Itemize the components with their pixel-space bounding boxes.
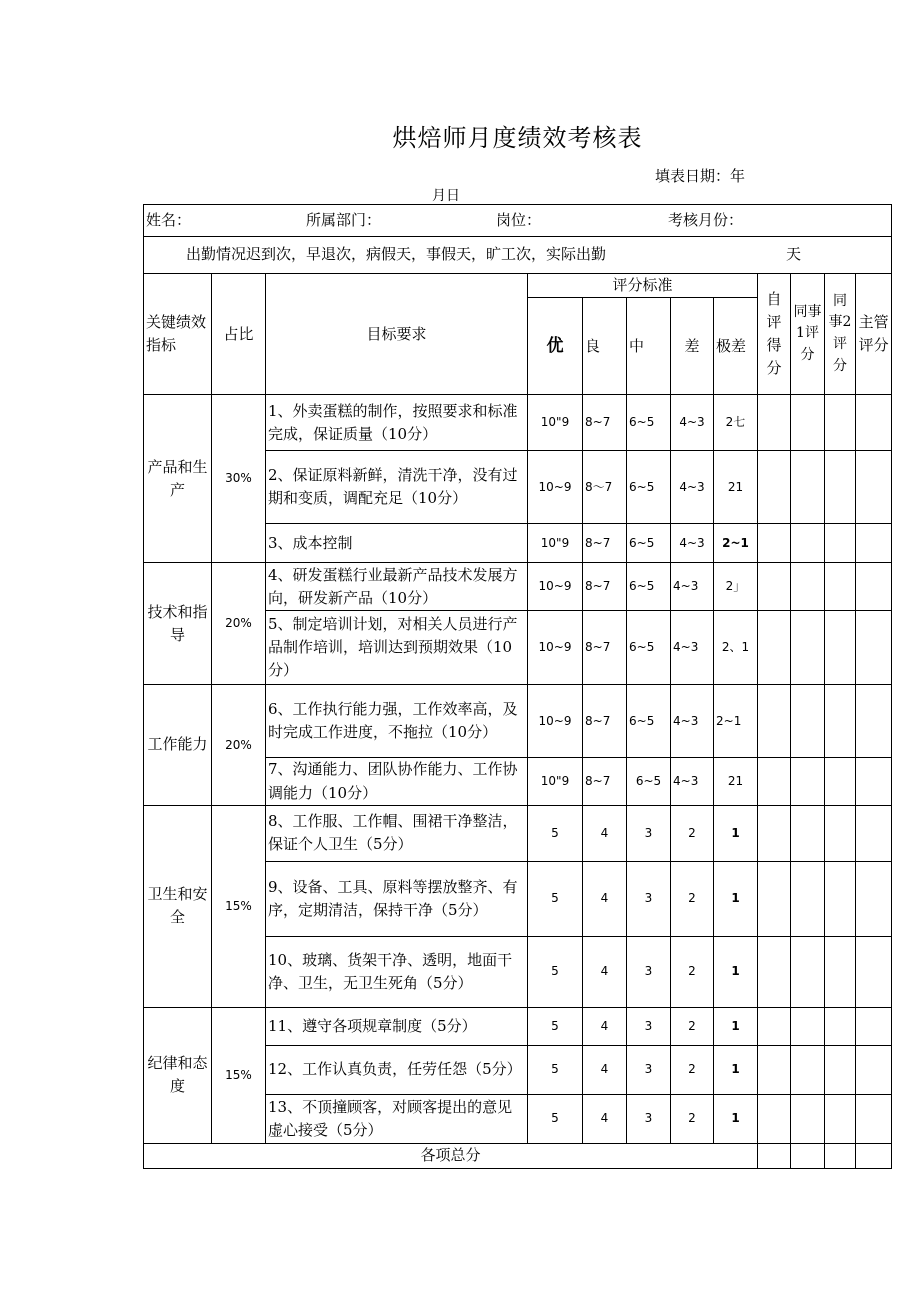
score-medium: 3 xyxy=(627,1007,671,1045)
appraisal-table xyxy=(143,204,892,1169)
manager-score-cell[interactable] xyxy=(856,524,892,563)
self-score-cell[interactable] xyxy=(758,758,791,806)
goal-text: 12、工作认真负责，任劳任怨（5分） xyxy=(266,1045,528,1094)
score-excellent: 5 xyxy=(528,1007,583,1045)
manager-score-cell[interactable] xyxy=(856,1007,892,1045)
self-score-cell[interactable] xyxy=(758,936,791,1007)
score-poor: 4~3 xyxy=(671,685,714,758)
score-poor: 2 xyxy=(671,1045,714,1094)
kpi-header: 关键绩效指标 xyxy=(144,274,212,395)
self-score-cell[interactable] xyxy=(758,524,791,563)
goal-text: 10、玻璃、货架干净、透明，地面干净、卫生，无卫生死角（5分） xyxy=(266,936,528,1007)
score-poor: 2 xyxy=(671,861,714,936)
group-name: 产品和生产 xyxy=(144,395,212,563)
peer1-score-cell[interactable] xyxy=(791,395,825,451)
manager-score-cell[interactable] xyxy=(856,805,892,861)
self-score-cell[interactable] xyxy=(758,563,791,611)
score-medium: 6~5 xyxy=(627,563,671,611)
score-good: 8~7 xyxy=(583,611,627,685)
group-weight: 15% xyxy=(212,805,266,1007)
score-poor: 4~3 xyxy=(671,524,714,563)
score-excellent: 5 xyxy=(528,861,583,936)
manager-score-cell[interactable] xyxy=(856,685,892,758)
group-name: 卫生和安全 xyxy=(144,805,212,1007)
score-excellent: 5 xyxy=(528,936,583,1007)
score-excellent: 10~9 xyxy=(528,611,583,685)
group-weight: 30% xyxy=(212,395,266,563)
grade-good-header: 良 xyxy=(583,298,627,395)
score-good: 4 xyxy=(583,805,627,861)
peer2-score-cell[interactable] xyxy=(825,563,856,611)
score-poor: 4~3 xyxy=(671,611,714,685)
score-medium: 6~5 xyxy=(627,611,671,685)
manager-score-cell[interactable] xyxy=(856,1045,892,1094)
peer1-score-cell[interactable] xyxy=(791,861,825,936)
goal-text: 2、保证原料新鲜，清洗干净，没有过期和变质，调配充足（10分） xyxy=(266,451,528,524)
grade-poor-header: 差 xyxy=(671,298,714,395)
manager-score-cell[interactable] xyxy=(856,1094,892,1143)
total-label: 各项总分 xyxy=(144,1143,758,1168)
score-medium: 6~5 xyxy=(627,451,671,524)
self-score-cell[interactable] xyxy=(758,451,791,524)
peer2-score-cell[interactable] xyxy=(825,861,856,936)
peer1-score-cell[interactable] xyxy=(791,451,825,524)
score-good: 8~7 xyxy=(583,563,627,611)
peer1-score-cell[interactable] xyxy=(791,1007,825,1045)
self-score-cell[interactable] xyxy=(758,861,791,936)
group-name: 技术和指导 xyxy=(144,563,212,685)
grade-excellent-header: 优 xyxy=(528,298,583,395)
goal-text: 4、研发蛋糕行业最新产品技术发展方向，研发新产品（10分） xyxy=(266,563,528,611)
score-good: 8~7 xyxy=(583,524,627,563)
score-medium: 6~5 xyxy=(627,758,671,806)
peer2-score-cell[interactable] xyxy=(825,395,856,451)
score-good: 8~7 xyxy=(583,685,627,758)
grade-medium-header: 中 xyxy=(627,298,671,395)
fill-date-label: 填表日期：年 xyxy=(655,167,746,185)
peer2-score-cell[interactable] xyxy=(825,524,856,563)
goal-header: 目标要求 xyxy=(266,274,528,395)
score-good: 8～7 xyxy=(583,451,627,524)
score-medium: 6~5 xyxy=(627,685,671,758)
peer2-score-cell[interactable] xyxy=(825,1045,856,1094)
score-good: 8~7 xyxy=(583,758,627,806)
score-poor: 2 xyxy=(671,936,714,1007)
name-field[interactable]: 姓名： xyxy=(146,210,192,229)
score-excellent: 10"9 xyxy=(528,395,583,451)
peer1-score-cell[interactable] xyxy=(791,685,825,758)
score-medium: 3 xyxy=(627,1045,671,1094)
attendance-unit: 天 xyxy=(786,245,802,264)
self-score-cell[interactable] xyxy=(758,1007,791,1045)
self-total-cell[interactable] xyxy=(758,1143,791,1168)
goal-text: 3、成本控制 xyxy=(266,524,528,563)
manager-score-header: 主管评分 xyxy=(856,274,892,395)
peer1-score-cell[interactable] xyxy=(791,1094,825,1143)
goal-text: 5、制定培训计划，对相关人员进行产品制作培训，培训达到预期效果（10分） xyxy=(266,611,528,685)
peer1-score-cell[interactable] xyxy=(791,758,825,806)
group-weight: 15% xyxy=(212,1007,266,1143)
score-poor: 4~3 xyxy=(671,395,714,451)
score-good: 4 xyxy=(583,1045,627,1094)
peer2-score-cell[interactable] xyxy=(825,1094,856,1143)
peer2-score-cell[interactable] xyxy=(825,805,856,861)
peer2-score-cell[interactable] xyxy=(825,758,856,806)
score-excellent: 10~9 xyxy=(528,451,583,524)
score-medium: 6~5 xyxy=(627,524,671,563)
month-day-label: 月日 xyxy=(432,188,460,204)
manager-score-cell[interactable] xyxy=(856,758,892,806)
attendance-text: 出勤情况迟到次，早退次，病假天，事假天，旷工次，实际出勤 xyxy=(186,245,607,264)
score-good: 4 xyxy=(583,1094,627,1143)
standard-header: 评分标准 xyxy=(528,274,758,298)
score-very-poor: 2」 xyxy=(714,563,758,611)
peer1-score-cell[interactable] xyxy=(791,563,825,611)
manager-total-cell[interactable] xyxy=(856,1143,892,1168)
peer1-score-cell[interactable] xyxy=(791,1045,825,1094)
score-excellent: 10"9 xyxy=(528,758,583,806)
department-field[interactable]: 所属部门： xyxy=(306,210,382,229)
peer2-total-cell[interactable] xyxy=(825,1143,856,1168)
score-medium: 3 xyxy=(627,805,671,861)
score-medium: 6~5 xyxy=(627,395,671,451)
position-field[interactable]: 岗位： xyxy=(496,210,542,229)
page-title: 烘焙师月度绩效考核表 xyxy=(392,124,643,152)
score-poor: 2 xyxy=(671,805,714,861)
score-good: 8~7 xyxy=(583,395,627,451)
score-excellent: 10~9 xyxy=(528,563,583,611)
group-weight: 20% xyxy=(212,685,266,806)
manager-score-cell[interactable] xyxy=(856,611,892,685)
score-very-poor: 2七 xyxy=(714,395,758,451)
peer1-total-cell[interactable] xyxy=(791,1143,825,1168)
self-score-cell[interactable] xyxy=(758,805,791,861)
score-medium: 3 xyxy=(627,1094,671,1143)
manager-score-cell[interactable] xyxy=(856,395,892,451)
goal-text: 8、工作服、工作帽、围裙干净整洁，保证个人卫生（5分） xyxy=(266,805,528,861)
manager-score-cell[interactable] xyxy=(856,563,892,611)
peer1-score-header: 同事1评分 xyxy=(791,274,825,395)
weight-header: 占比 xyxy=(212,274,266,395)
goal-text: 13、不顶撞顾客，对顾客提出的意见虚心接受（5分） xyxy=(266,1094,528,1143)
score-very-poor: 2~1 xyxy=(714,524,758,563)
score-excellent: 5 xyxy=(528,805,583,861)
score-very-poor: 2、1 xyxy=(714,611,758,685)
goal-text: 11、遵守各项规章制度（5分） xyxy=(266,1007,528,1045)
peer2-score-header: 同事2评分 xyxy=(825,274,856,395)
score-excellent: 5 xyxy=(528,1094,583,1143)
score-very-poor: 1 xyxy=(714,1094,758,1143)
score-excellent: 10~9 xyxy=(528,685,583,758)
goal-text: 6、工作执行能力强，工作效率高，及时完成工作进度，不拖拉（10分） xyxy=(266,685,528,758)
month-field[interactable]: 考核月份： xyxy=(668,210,744,229)
goal-text: 1、外卖蛋糕的制作，按照要求和标准完成，保证质量（10分） xyxy=(266,395,528,451)
manager-score-cell[interactable] xyxy=(856,936,892,1007)
score-good: 4 xyxy=(583,861,627,936)
group-name: 纪律和态度 xyxy=(144,1007,212,1143)
info-row xyxy=(144,205,892,237)
score-medium: 3 xyxy=(627,936,671,1007)
score-good: 4 xyxy=(583,936,627,1007)
goal-text: 9、设备、工具、原料等摆放整齐、有序，定期清洁，保持干净（5分） xyxy=(266,861,528,936)
group-weight: 20% xyxy=(212,563,266,685)
score-poor: 4~3 xyxy=(671,563,714,611)
peer2-score-cell[interactable] xyxy=(825,936,856,1007)
peer2-score-cell[interactable] xyxy=(825,685,856,758)
score-very-poor: 1 xyxy=(714,805,758,861)
score-poor: 4~3 xyxy=(671,758,714,806)
score-very-poor: 1 xyxy=(714,936,758,1007)
score-very-poor: 2~1 xyxy=(714,685,758,758)
peer1-score-cell[interactable] xyxy=(791,611,825,685)
score-very-poor: 21 xyxy=(714,758,758,806)
grade-very-poor-header: 极差 xyxy=(714,298,758,395)
score-poor: 4~3 xyxy=(671,451,714,524)
score-good: 4 xyxy=(583,1007,627,1045)
score-poor: 2 xyxy=(671,1094,714,1143)
peer2-score-cell[interactable] xyxy=(825,451,856,524)
self-score-cell[interactable] xyxy=(758,611,791,685)
score-excellent: 5 xyxy=(528,1045,583,1094)
self-score-cell[interactable] xyxy=(758,1045,791,1094)
score-very-poor: 1 xyxy=(714,1007,758,1045)
score-very-poor: 21 xyxy=(714,451,758,524)
manager-score-cell[interactable] xyxy=(856,451,892,524)
peer2-score-cell[interactable] xyxy=(825,611,856,685)
self-score-header: 自评得分 xyxy=(758,274,791,395)
self-score-cell[interactable] xyxy=(758,395,791,451)
peer1-score-cell[interactable] xyxy=(791,805,825,861)
score-poor: 2 xyxy=(671,1007,714,1045)
score-excellent: 10"9 xyxy=(528,524,583,563)
group-name: 工作能力 xyxy=(144,685,212,806)
manager-score-cell[interactable] xyxy=(856,861,892,936)
score-very-poor: 1 xyxy=(714,1045,758,1094)
attendance-row xyxy=(144,237,892,274)
score-medium: 3 xyxy=(627,861,671,936)
goal-text: 7、沟通能力、团队协作能力、工作协调能力（10分） xyxy=(266,758,528,806)
self-score-cell[interactable] xyxy=(758,685,791,758)
peer1-score-cell[interactable] xyxy=(791,524,825,563)
peer1-score-cell[interactable] xyxy=(791,936,825,1007)
self-score-cell[interactable] xyxy=(758,1094,791,1143)
peer2-score-cell[interactable] xyxy=(825,1007,856,1045)
score-very-poor: 1 xyxy=(714,861,758,936)
